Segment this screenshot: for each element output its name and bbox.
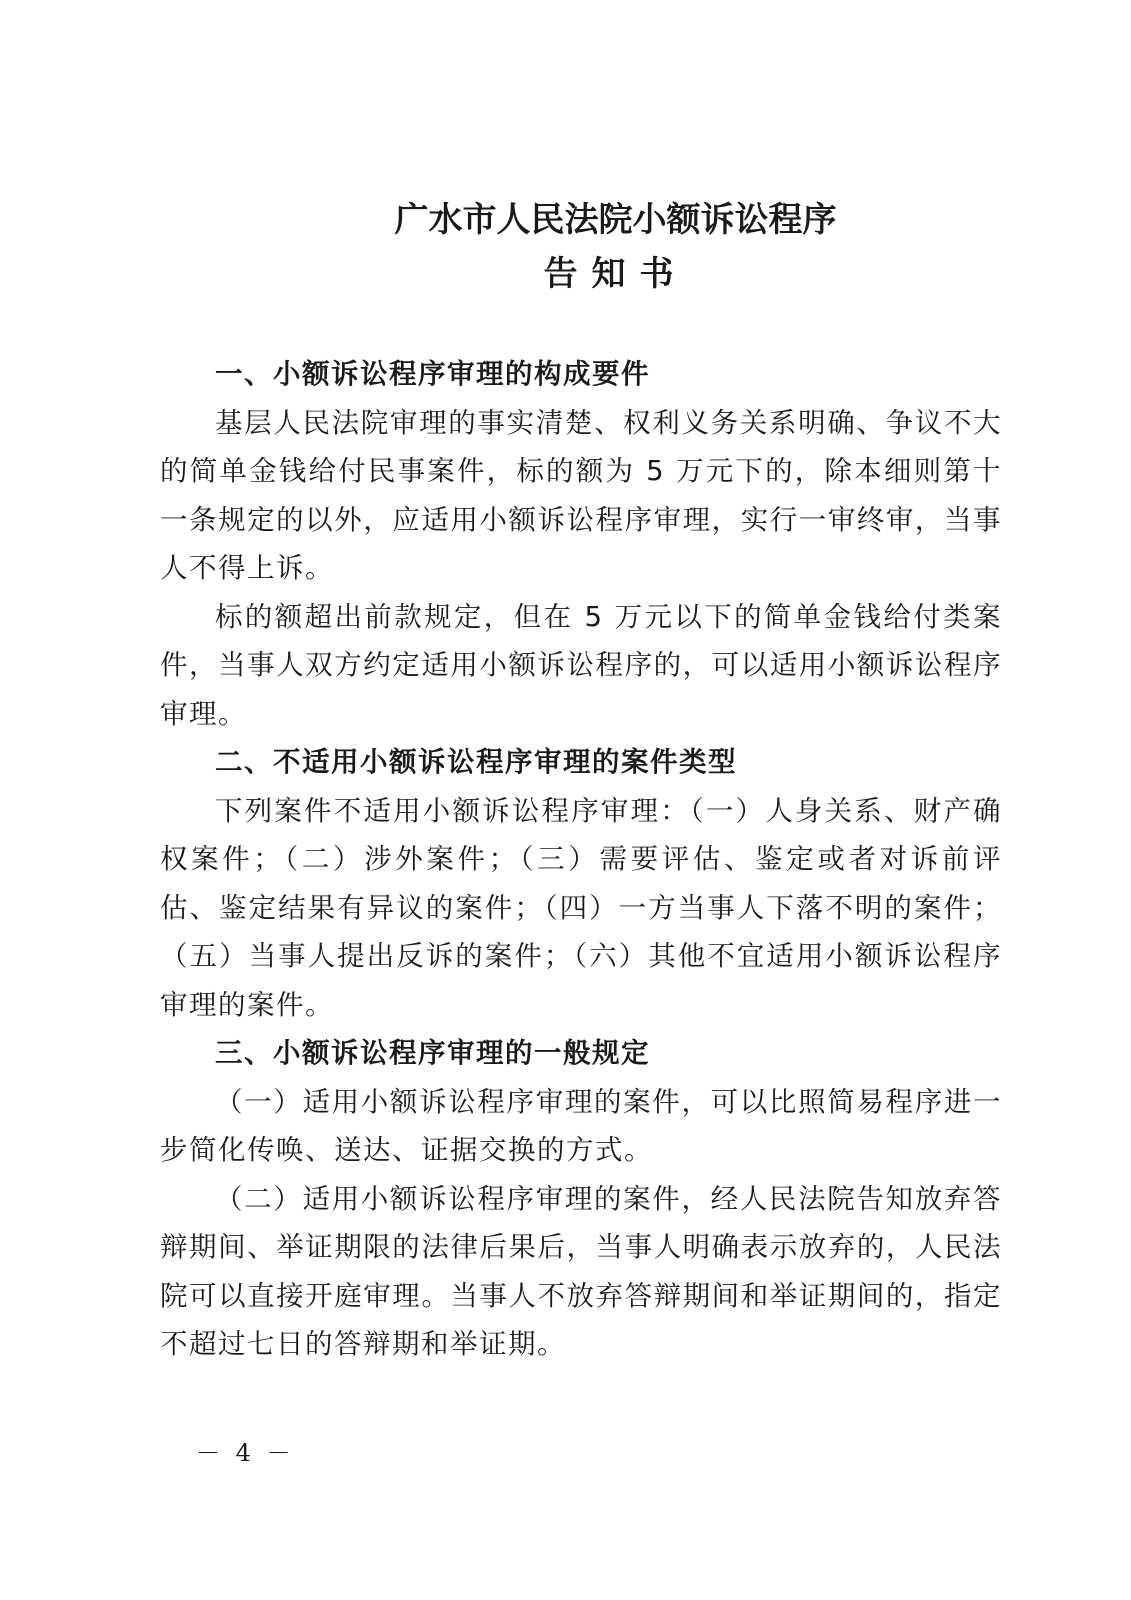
section-1-paragraph-2: 标的额超出前款规定，但在 5 万元以下的简单金钱给付类案件，当事人双方约定适用小额诉讼程序的，可以适用小额诉讼程序审理。 xyxy=(160,600,1002,730)
page-number: － 4 － xyxy=(196,1439,295,1467)
section-heading-3: 三、小额诉讼程序审理的一般规定 xyxy=(215,1037,650,1069)
section-3-paragraph-1: （一）适用小额诉讼程序审理的案件，可以比照简易程序进一步简化传唤、送达、证据交换的方式。 xyxy=(160,1085,1002,1166)
document-subtitle: 告知书 xyxy=(543,254,688,294)
section-1-paragraph-1: 基层人民法院审理的事实清楚、权利义务关系明确、争议不大的简单金钱给付民事案件，标的额为 5 万元下的，除本细则第十一条规定的以外，应适用小额诉讼程序审理，实行一审终审，当事人不得上诉。 xyxy=(160,406,1002,584)
section-heading-1: 一、小额诉讼程序审理的构成要件 xyxy=(215,358,650,390)
section-heading-2: 二、不适用小额诉讼程序审理的案件类型 xyxy=(215,746,737,778)
section-2-paragraph-1: 下列案件不适用小额诉讼程序审理：（一）人身关系、财产确权案件；（二）涉外案件；（三）需要评估、鉴定或者对诉前评估、鉴定结果有异议的案件；（四）一方当事人下落不明的案件；（五）当事人提出反诉的案件；（六）其他不宜适用小额诉讼程序审理的案件。 xyxy=(160,794,1002,1021)
section-3-paragraph-2: （二）适用小额诉讼程序审理的案件，经人民法院告知放弃答辩期间、举证期限的法律后果后，当事人明确表示放弃的，人民法院可以直接开庭审理。当事人不放弃答辩期间和举证期间的，指定不超过七日的答辩期和举证期。 xyxy=(160,1182,1002,1360)
document-body xyxy=(160,350,1002,1369)
document-title: 广水市人民法院小额诉讼程序 xyxy=(394,200,837,240)
